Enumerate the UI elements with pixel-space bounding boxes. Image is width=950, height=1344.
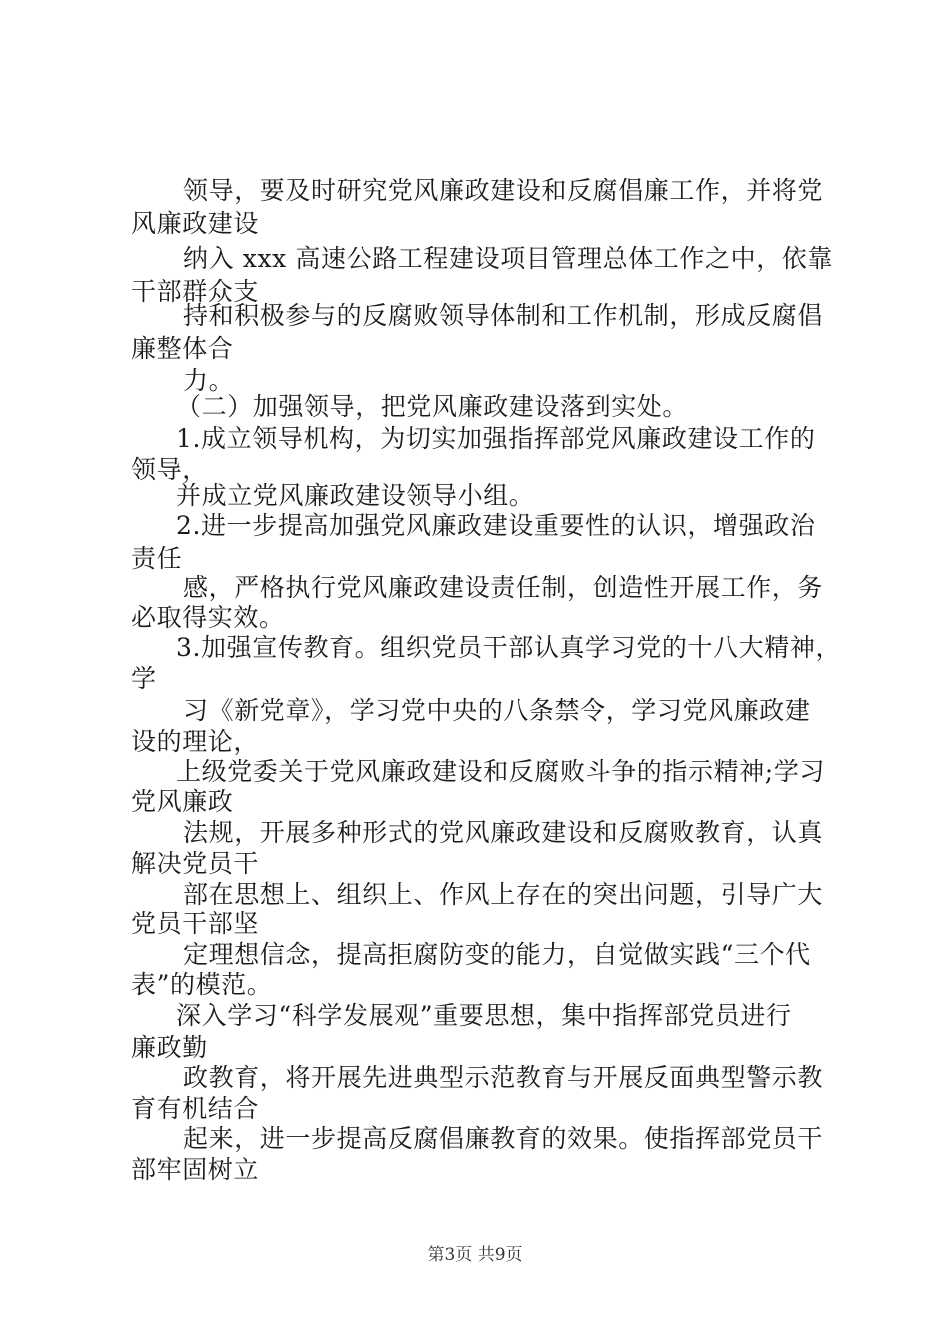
text-line: 必取得实效。 <box>131 603 285 632</box>
text-line: 设的理论， <box>131 727 260 756</box>
text-line: 起来，进一步提高反腐倡廉教育的效果。使指挥部党员干 <box>183 1124 824 1153</box>
text-line: 党风廉政 <box>131 787 234 816</box>
text-line: 责任 <box>131 544 183 573</box>
text-line: 3.加强宣传教育。组织党员干部认真学习党的十八大精神， <box>176 633 842 662</box>
page-number-footer: 第3页 共9页 <box>427 1245 523 1265</box>
text-line: 1.成立领导机构，为切实加强指挥部党风廉政建设工作的 <box>176 424 816 453</box>
text-line: 干部群众支 <box>131 277 260 306</box>
text-line: 党员干部坚 <box>131 909 260 938</box>
text-line: 政教育，将开展先进典型示范教育与开展反面典型警示教 <box>183 1063 824 1092</box>
text-line: 廉政勤 <box>131 1033 208 1062</box>
text-line: 部牢固树立 <box>131 1155 260 1184</box>
text-line: 法规，开展多种形式的党风廉政建设和反腐败教育，认真 <box>183 818 824 847</box>
text-line: 习《新党章》，学习党中央的八条禁令，学习党风廉政建 <box>183 696 811 725</box>
text-line: 力。 <box>183 366 235 395</box>
text-line: 纳入 xxx 高速公路工程建设项目管理总体工作之中，依靠 <box>183 244 833 273</box>
text-line: 深入学习“科学发展观”重要思想，集中指挥部党员进行 <box>176 1001 792 1030</box>
text-line: 表”的模范。 <box>131 970 273 999</box>
text-line: 部在思想上、组织上、作风上存在的突出问题，引导广大 <box>183 880 824 909</box>
text-line: 学 <box>131 664 157 693</box>
text-line: 解决党员干 <box>131 849 260 878</box>
text-line: 风廉政建设 <box>131 209 260 238</box>
text-line: 并成立党风廉政建设领导小组。 <box>176 481 535 510</box>
text-line: 定理想信念，提高拒腐防变的能力，自觉做实践“三个代 <box>183 940 811 969</box>
text-line: 2.进一步提高加强党风廉政建设重要性的认识，增强政治 <box>176 511 816 540</box>
text-line: 上级党委关于党风廉政建设和反腐败斗争的指示精神;学习 <box>176 757 826 786</box>
text-line: （二）加强领导，把党风廉政建设落到实处。 <box>176 392 689 421</box>
text-line: 领导， <box>131 455 208 484</box>
text-line: 廉整体合 <box>131 334 234 363</box>
text-line: 感，严格执行党风廉政建设责任制，创造性开展工作，务 <box>183 573 824 602</box>
text-line: 领导，要及时研究党风廉政建设和反腐倡廉工作，并将党 <box>183 176 824 205</box>
text-line: 育有机结合 <box>131 1094 260 1123</box>
text-line: 持和积极参与的反腐败领导体制和工作机制，形成反腐倡 <box>183 301 824 330</box>
